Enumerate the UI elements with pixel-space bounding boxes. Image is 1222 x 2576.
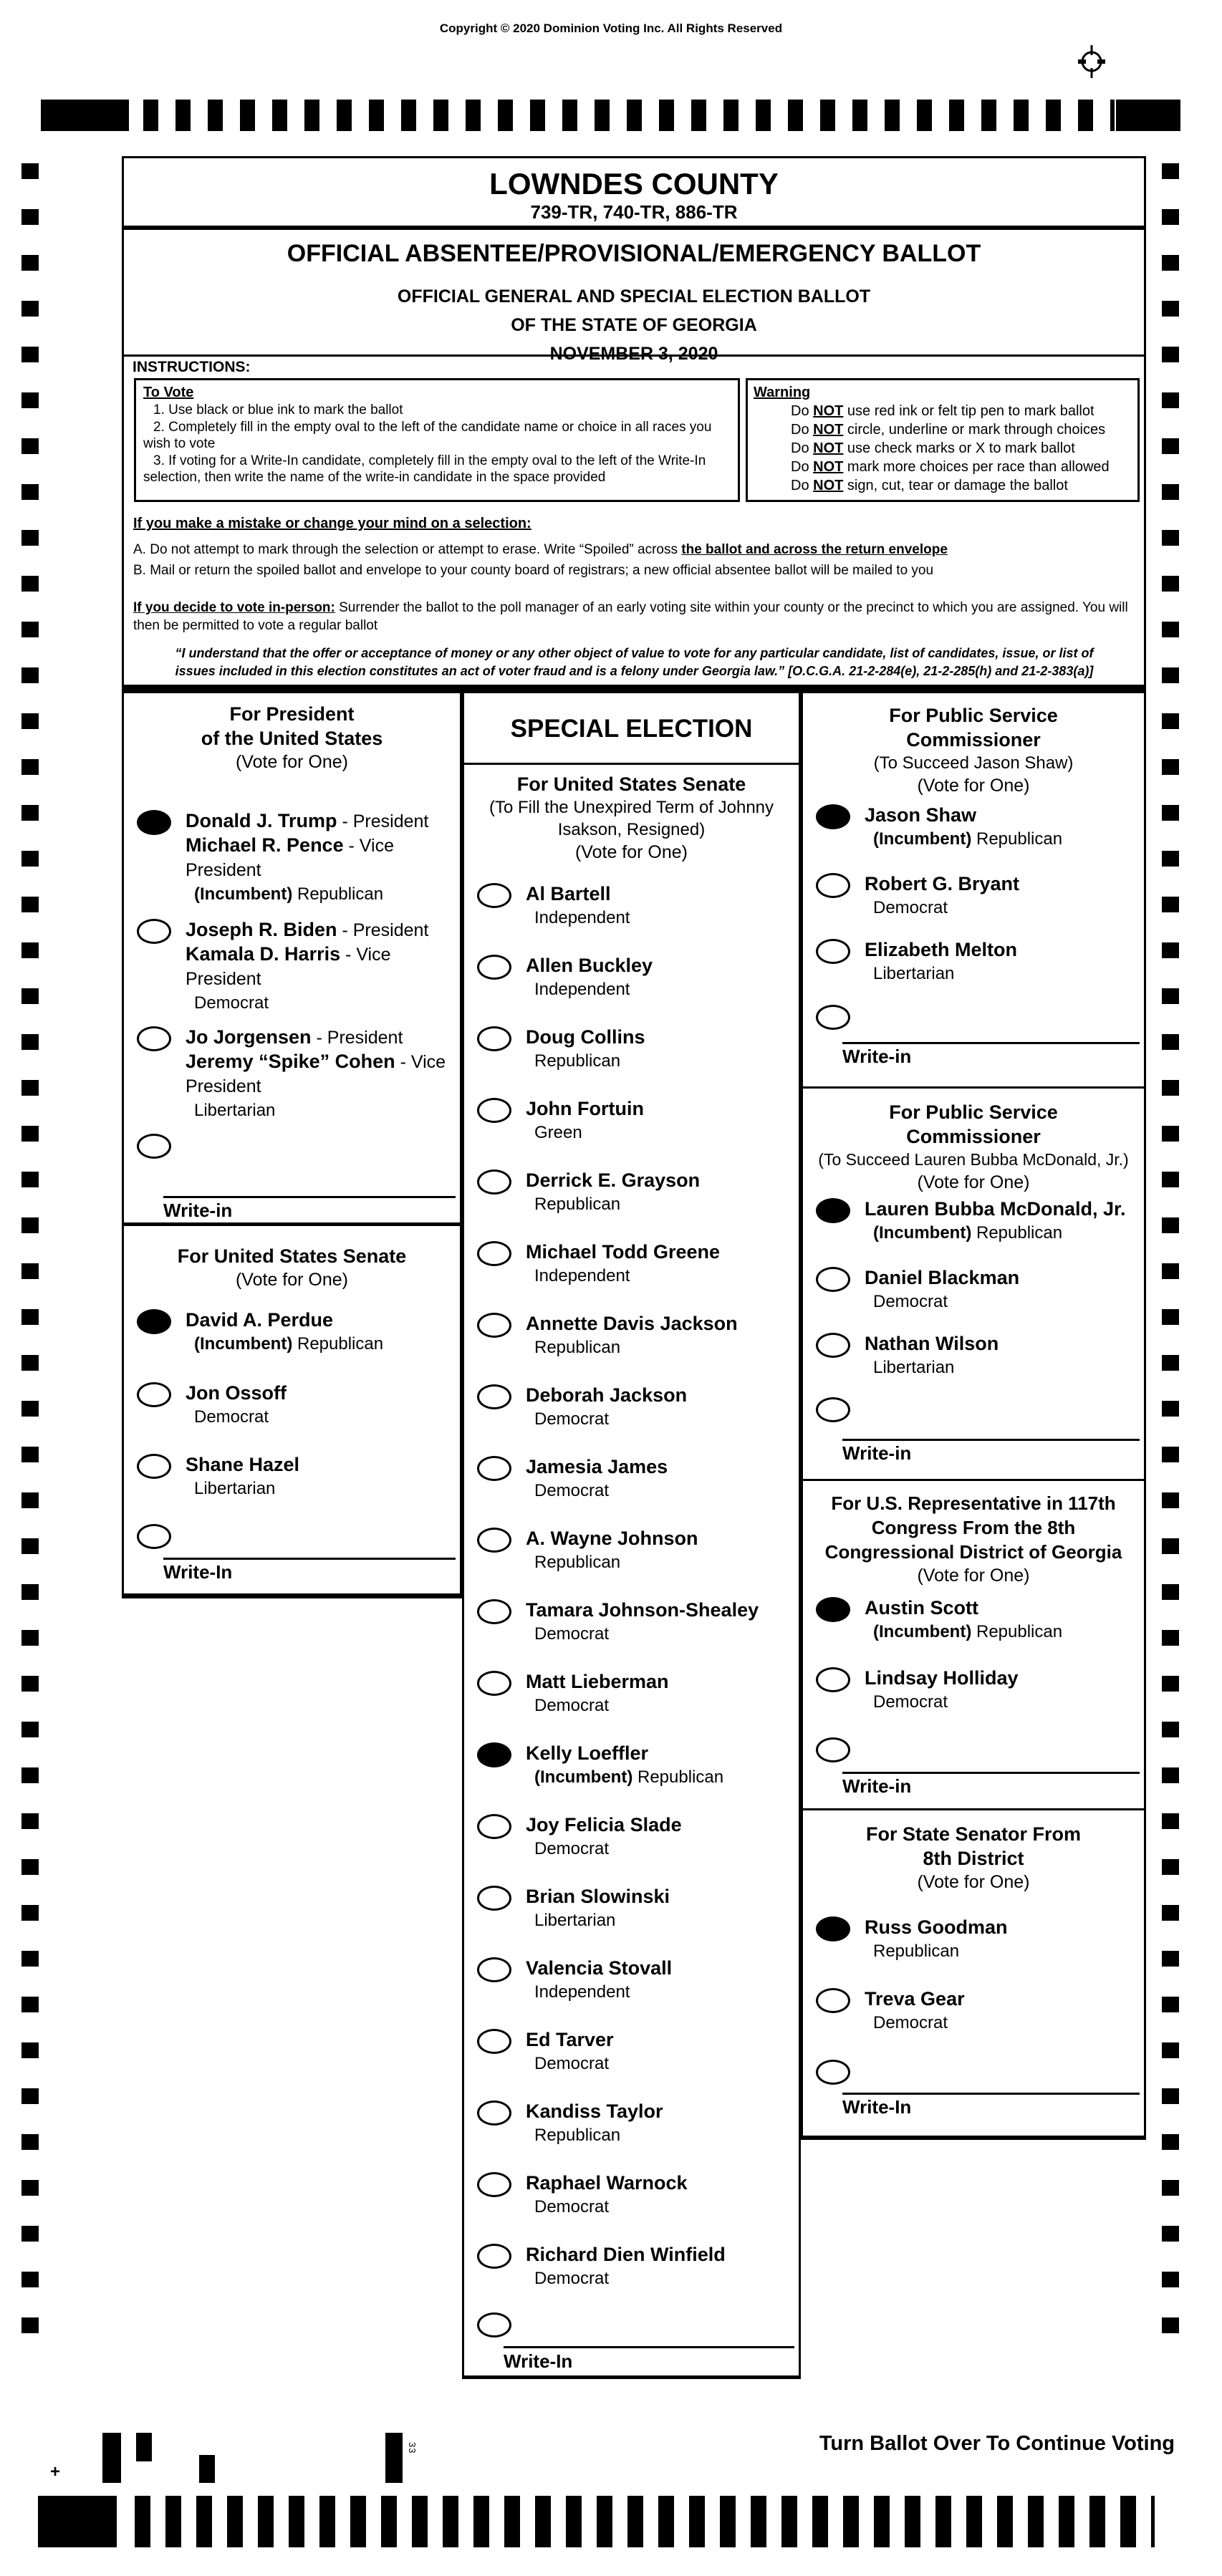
ballot-oval[interactable] (477, 1026, 511, 1051)
candidate-row (477, 2171, 793, 2218)
candidate-name: Brian Slowinski (526, 1886, 670, 1907)
candidate-row (137, 918, 454, 1014)
special-election-banner: SPECIAL ELECTION (510, 715, 753, 743)
race-special-election-senate (462, 691, 801, 2379)
candidate-name: Jeremy “Spike” Cohen - Vice President (186, 1051, 446, 1096)
race-header (124, 1244, 460, 1292)
election-title-line1: OFFICIAL GENERAL AND SPECIAL ELECTION BALLOT (397, 286, 871, 307)
race-psc-mcdonald (801, 1089, 1146, 1481)
race-title: For United States Senate (177, 1245, 407, 1267)
divider (464, 763, 799, 765)
candidate-party: (Incumbent) Republican (194, 884, 384, 904)
warning-item: Do NOT use check marks or X to mark ballot (791, 440, 1075, 456)
candidate-name: Al Bartell (526, 883, 611, 905)
ballot-oval[interactable] (477, 2312, 511, 2338)
candidate-party: Libertarian (194, 1479, 276, 1498)
ballot-oval[interactable] (477, 1313, 511, 1338)
candidate-party: Libertarian (873, 1358, 955, 1377)
ballot-oval[interactable] (477, 1169, 511, 1195)
ballot-oval[interactable] (137, 1026, 171, 1051)
timing-mark-block (41, 100, 129, 131)
write-in-line[interactable] (504, 2346, 794, 2348)
candidate-name: John Fortuin (526, 1098, 644, 1119)
candidate-row (477, 2028, 793, 2075)
candidate-name: Michael Todd Greene (526, 1241, 721, 1263)
candidate-party: Republican (534, 1553, 621, 1572)
candidate-name: Derrick E. Grayson (526, 1169, 701, 1191)
write-in-line[interactable] (163, 1196, 456, 1198)
candidate-row (477, 1813, 793, 1860)
ballot-code-bar (102, 2433, 121, 2483)
candidate-party: Independent (534, 980, 630, 999)
timing-mark-block (38, 2496, 117, 2547)
write-in-line[interactable] (842, 1042, 1140, 1044)
instructions-section (122, 357, 1146, 691)
warning-item: Do NOT circle, underline or mark through choices (791, 422, 1106, 438)
fraud-notice: “I understand that the offer or acceptance of money or any other object of value to vote for any particular candidate, list of candidates, issue, or list of issues included in this election constitutes an act of voter fraud and is a felony under Georgia law.” [O.C.G.A. 21-2-284(e), 21-2-285(h) and 21-2-383(a)] (175, 646, 1094, 678)
candidate-party: Democrat (873, 1692, 948, 1712)
candidate-name: Elizabeth Melton (865, 939, 1018, 960)
candidate-row (477, 1670, 793, 1717)
write-in-row (137, 1523, 454, 1549)
candidate-party: Republican (534, 2126, 621, 2145)
ballot-code-bar (136, 2433, 152, 2461)
candidate-row (137, 809, 454, 905)
candidate-row (477, 882, 793, 929)
write-in-line[interactable] (842, 2093, 1140, 2095)
ballot-oval-filled[interactable] (816, 1916, 850, 1941)
candidate-name: Treva Gear (865, 1988, 965, 2010)
race-header (803, 703, 1144, 798)
mistake-title: If you make a mistake or change your mind on a selection: (133, 516, 531, 531)
precinct-codes: 739-TR, 740-TR, 886-TR (530, 201, 738, 223)
candidate-row (816, 1197, 1138, 1244)
candidate-party: Democrat (534, 1624, 610, 1644)
ballot-oval[interactable] (816, 1397, 850, 1422)
ballot-oval[interactable] (477, 2172, 511, 2197)
ballot-oval-filled[interactable] (137, 810, 171, 835)
ballot-oval[interactable] (137, 1524, 171, 1549)
candidate-row (477, 1169, 793, 1215)
race-title: For Public Service (889, 1101, 1058, 1123)
race-title: For Public Service (889, 705, 1058, 726)
candidate-row (477, 954, 793, 1000)
candidate-name: Shane Hazel (186, 1454, 300, 1475)
candidate-party: (Incumbent) Republican (534, 1767, 724, 1787)
candidate-name: Tamara Johnson-Shealey (526, 1599, 759, 1621)
candidate-name: Deborah Jackson (526, 1384, 688, 1406)
vote-for-note: (Vote for One) (917, 1172, 1030, 1192)
ballot-oval[interactable] (477, 2029, 511, 2054)
ballot-oval[interactable] (816, 1737, 850, 1762)
candidate-party: Democrat (534, 1696, 610, 1715)
candidate-name: Nathan Wilson (865, 1333, 999, 1354)
timing-marks-top (143, 100, 1115, 131)
candidate-party: Democrat (873, 2013, 948, 2032)
vote-for-note: (Vote for One) (235, 752, 349, 772)
candidate-row (137, 1453, 454, 1500)
candidate-name: Kelly Loeffler (526, 1742, 649, 1764)
warning-item: Do NOT mark more choices per race than allowed (791, 459, 1110, 475)
race-header (124, 702, 460, 774)
candidate-row (477, 1097, 793, 1144)
candidate-party: Democrat (194, 993, 269, 1013)
candidate-party: Libertarian (194, 1101, 276, 1120)
county-header (124, 158, 1144, 230)
ballot-oval[interactable] (477, 2244, 511, 2269)
race-title: 8th District (923, 1848, 1024, 1869)
ballot-oval[interactable] (137, 1134, 171, 1159)
ballot-oval[interactable] (477, 1528, 511, 1553)
timing-marks-bottom (135, 2496, 1155, 2547)
timing-mark-block (1116, 100, 1180, 131)
write-in-row (816, 1737, 1138, 1762)
candidate-row (477, 1527, 793, 1573)
to-vote-item: 2. Completely fill in the empty oval to the left of the candidate name or choice in all races you wish to vote (143, 419, 712, 451)
race-subtitle: Isakson, Resigned) (557, 820, 706, 839)
ballot-oval[interactable] (477, 955, 511, 980)
in-person-instructions: If you decide to vote in-person: Surrender the ballot to the poll manager of an early voting site within your county or the precinct to which you are assigned. You will then be permitted to vote a regular ballot (133, 600, 1128, 633)
candidate-party: Republican (534, 1195, 621, 1214)
candidate-name: Kandiss Taylor (526, 2100, 663, 2122)
ballot-oval[interactable] (477, 1384, 511, 1409)
candidate-party: Independent (534, 1266, 630, 1285)
candidate-name: Joseph R. Biden - President (186, 919, 429, 940)
ballot-header (122, 156, 1146, 364)
candidate-party: Democrat (534, 2269, 610, 2288)
candidate-party: Independent (534, 908, 630, 927)
race-us-senate (122, 1226, 462, 1598)
race-title: For U.S. Representative in 117th (831, 1492, 1116, 1514)
candidate-party: (Incumbent) Republican (873, 1622, 1063, 1641)
candidate-name: Jason Shaw (865, 804, 977, 826)
candidate-name: Kamala D. Harris - Vice President (186, 943, 391, 989)
vote-for-note: (Vote for One) (917, 776, 1030, 796)
candidate-row (816, 804, 1138, 850)
ballot-oval-filled[interactable] (816, 1198, 850, 1223)
race-subtitle: (To Succeed Lauren Bubba McDonald, Jr.) (818, 1150, 1129, 1169)
candidate-row (477, 1957, 793, 2003)
candidate-row (477, 2100, 793, 2146)
ballot-code-bar (199, 2455, 215, 2483)
candidate-party: Green (534, 1123, 582, 1142)
stub-number: 33 (407, 2442, 418, 2454)
candidate-party: (Incumbent) Republican (873, 829, 1063, 849)
candidate-name: Donald J. Trump - President (186, 810, 429, 831)
candidate-row (477, 1312, 793, 1359)
ballot-oval[interactable] (816, 1988, 850, 2013)
candidate-name: A. Wayne Johnson (526, 1528, 698, 1549)
mistake-item-a: A. Do not attempt to mark through the selection or attempt to erase. Write “Spoiled” across the ballot and across the return envelope (133, 542, 948, 557)
vote-for-note: (Vote for One) (917, 1566, 1030, 1586)
candidate-row (816, 1332, 1138, 1379)
ballot-type-title: OFFICIAL ABSENTEE/PROVISIONAL/EMERGENCY BALLOT (287, 240, 981, 267)
ballot-oval-filled[interactable] (816, 1597, 850, 1622)
turn-ballot-over-notice: Turn Ballot Over To Continue Voting (819, 2432, 1175, 2455)
write-in-label: Write-In (163, 1561, 233, 1583)
ballot-oval[interactable] (816, 1005, 850, 1030)
candidate-name: Valencia Stovall (526, 1957, 673, 1979)
candidate-row (816, 1987, 1138, 2034)
candidate-row (477, 1885, 793, 1931)
copyright-line: Copyright © 2020 Dominion Voting Inc. All Rights Reserved (439, 21, 783, 35)
candidate-party: Republican (534, 1051, 621, 1071)
to-vote-title: To Vote (143, 385, 194, 400)
registration-plus-mark: + (50, 2462, 61, 2481)
ballot-oval[interactable] (477, 1886, 511, 1911)
write-in-label: Write-In (842, 2096, 912, 2118)
race-title: For United States Senate (516, 773, 746, 795)
candidate-party: Democrat (534, 1409, 610, 1429)
race-title: For State Senator From (865, 1823, 1082, 1845)
write-in-row (137, 1133, 454, 1159)
race-president (122, 691, 462, 1226)
ballot-oval[interactable] (137, 919, 171, 944)
ballot-oval[interactable] (137, 1454, 171, 1479)
ballot-oval-filled[interactable] (816, 804, 850, 829)
candidate-party: Democrat (534, 2197, 610, 2216)
warning-title: Warning (754, 385, 811, 400)
ballot-oval[interactable] (816, 1333, 850, 1358)
ballot-code-bar (385, 2433, 403, 2483)
race-us-representative (801, 1481, 1146, 1810)
ballot-oval[interactable] (477, 1957, 511, 1982)
candidate-name: Austin Scott (865, 1597, 978, 1619)
candidate-row (477, 1742, 793, 1788)
candidate-name: Jo Jorgensen - President (186, 1026, 403, 1048)
ballot-oval[interactable] (477, 1456, 511, 1481)
ballot-oval[interactable] (816, 2060, 850, 2085)
candidate-name: Matt Lieberman (526, 1671, 669, 1692)
write-in-line[interactable] (163, 1558, 456, 1560)
candidate-row (816, 1916, 1138, 1962)
candidate-name: Annette Davis Jackson (526, 1313, 738, 1334)
write-in-row (816, 1396, 1138, 1422)
candidate-name: Russ Goodman (865, 1916, 1008, 1938)
vote-for-note: (Vote for One) (917, 1872, 1030, 1892)
candidate-party: Democrat (534, 2054, 610, 2073)
candidate-party: Democrat (534, 1481, 610, 1500)
race-title: Commissioner (906, 1126, 1041, 1147)
timing-marks-left (21, 163, 39, 2358)
candidate-row (477, 1455, 793, 1502)
candidate-party: Republican (873, 1941, 960, 1961)
vote-for-note: (Vote for One) (235, 1270, 349, 1290)
ballot-oval[interactable] (477, 1814, 511, 1839)
race-header (803, 1491, 1144, 1588)
write-in-line[interactable] (842, 1439, 1140, 1441)
candidate-party: Democrat (534, 1839, 610, 1858)
mistake-item-b: B. Mail or return the spoiled ballot and envelope to your county board of registrars; a new official absentee ballot will be mailed to you (133, 563, 934, 578)
candidate-name: Joy Felicia Slade (526, 1814, 682, 1835)
to-vote-item: 1. Use black or blue ink to mark the ballot (153, 402, 403, 418)
candidate-name: Raphael Warnock (526, 2172, 688, 2194)
write-in-label: Write-In (504, 2350, 573, 2372)
write-in-line[interactable] (842, 1772, 1140, 1774)
race-subtitle: (To Succeed Jason Shaw) (873, 753, 1074, 773)
candidate-row (137, 1026, 454, 1121)
candidate-party: (Incumbent) Republican (873, 1223, 1063, 1243)
ballot-oval[interactable] (816, 939, 850, 964)
write-in-label: Write-in (842, 1442, 912, 1464)
candidate-name: Lauren Bubba McDonald, Jr. (865, 1198, 1126, 1220)
ballot-oval[interactable] (477, 2100, 511, 2126)
vote-for-note: (Vote for One) (574, 842, 688, 862)
candidate-party: Democrat (194, 1407, 269, 1427)
candidate-name: Michael R. Pence - Vice President (186, 834, 394, 880)
candidate-party: Republican (534, 1338, 621, 1357)
candidate-row (816, 1266, 1138, 1313)
candidate-name: David A. Perdue (186, 1309, 334, 1331)
race-title: Congressional District of Georgia (824, 1541, 1122, 1563)
race-state-senator (801, 1810, 1146, 2140)
candidate-name: Lindsay Holliday (865, 1667, 1019, 1689)
ballot-oval[interactable] (477, 1599, 511, 1624)
ballot-oval[interactable] (816, 873, 850, 898)
ballot-oval[interactable] (477, 883, 511, 908)
ballot-oval[interactable] (477, 1671, 511, 1696)
candidate-party: Independent (534, 1982, 630, 2002)
candidate-party: (Incumbent) Republican (194, 1334, 384, 1354)
to-vote-box (134, 378, 740, 502)
race-header (803, 1100, 1144, 1195)
candidate-name: Doug Collins (526, 1026, 645, 1048)
warning-item: Do NOT sign, cut, tear or damage the ballot (791, 478, 1068, 493)
write-in-label: Write-in (163, 1200, 233, 1221)
candidate-row (477, 1598, 793, 1645)
write-in-label: Write-in (842, 1046, 912, 1067)
race-title: Congress From the 8th (871, 1517, 1076, 1538)
candidate-name: Allen Buckley (526, 955, 653, 976)
county-name: LOWNDES COUNTY (489, 167, 779, 201)
candidate-row (816, 872, 1138, 919)
candidate-party: Libertarian (873, 964, 955, 983)
election-date: NOVEMBER 3, 2020 (549, 344, 718, 364)
race-header (464, 772, 799, 864)
ballot-oval[interactable] (137, 1382, 171, 1407)
candidate-row (477, 1240, 793, 1287)
ballot-oval-filled[interactable] (477, 1742, 511, 1767)
candidate-party: Democrat (873, 898, 948, 917)
candidate-party: Democrat (873, 1292, 948, 1311)
candidate-name: Robert G. Bryant (865, 873, 1020, 894)
candidate-row (137, 1381, 454, 1428)
warning-item: Do NOT use red ink or felt tip pen to mark ballot (791, 403, 1094, 419)
candidate-row (816, 1596, 1138, 1643)
candidate-name: Daniel Blackman (865, 1267, 1020, 1288)
race-title: Commissioner (906, 729, 1041, 751)
ballot-oval-filled[interactable] (137, 1309, 171, 1334)
write-in-label: Write-in (842, 1775, 912, 1797)
registration-crosshair-icon (1074, 42, 1109, 85)
candidate-row (477, 1384, 793, 1430)
to-vote-item: 3. If voting for a Write-In candidate, completely fill in the empty oval to the left of the Write-In selection, then write the name of the write-in candidate in the space provided (143, 453, 706, 485)
candidate-row (816, 1666, 1138, 1713)
race-psc-shaw (801, 691, 1146, 1089)
candidate-row (477, 2243, 793, 2290)
race-title: For President (229, 703, 355, 725)
candidate-name: Ed Tarver (526, 2029, 614, 2050)
race-title: of the United States (201, 728, 383, 749)
candidate-name: Jon Ossoff (186, 1382, 287, 1404)
candidate-row (137, 1308, 454, 1355)
ballot-oval[interactable] (816, 1667, 850, 1692)
ballot-oval[interactable] (816, 1267, 850, 1292)
write-in-row (816, 1004, 1138, 1030)
write-in-row (816, 2059, 1138, 2085)
write-in-row (477, 2312, 793, 2338)
race-header (803, 1822, 1144, 1894)
candidate-row (816, 938, 1138, 985)
timing-marks-right (1162, 163, 1179, 2358)
race-subtitle: (To Fill the Unexpired Term of Johnny (489, 798, 774, 817)
candidate-name: Jamesia James (526, 1456, 668, 1477)
ballot-title-block (124, 240, 1144, 365)
instructions-label: INSTRUCTIONS: (133, 359, 251, 375)
candidate-party: Libertarian (534, 1911, 616, 1930)
candidate-row (477, 1026, 793, 1072)
ballot-oval[interactable] (477, 1241, 511, 1266)
election-title-line2: OF THE STATE OF GEORGIA (511, 315, 757, 335)
warning-box (746, 378, 1140, 502)
ballot-oval[interactable] (477, 1098, 511, 1123)
mistake-instructions (133, 516, 1135, 680)
candidate-name: Richard Dien Winfield (526, 2244, 726, 2265)
